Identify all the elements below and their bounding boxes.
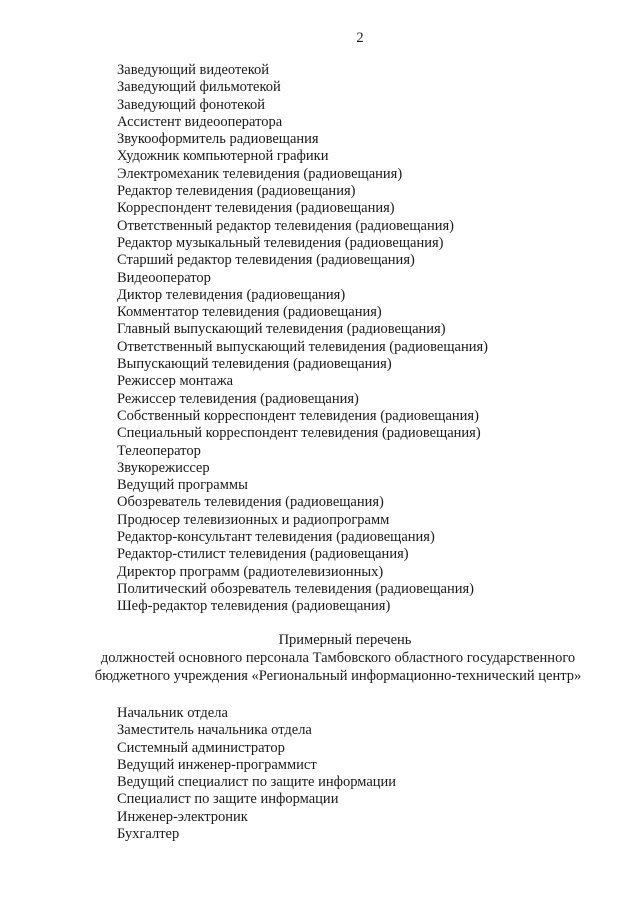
list-item: Собственный корреспондент телевидения (радиовещания) <box>117 407 479 424</box>
list-item: Электромеханик телевидения (радиовещания) <box>117 165 403 182</box>
list-item: Ведущий инженер-программист <box>117 756 317 773</box>
list-item: Диктор телевидения (радиовещания) <box>117 286 346 303</box>
list-item: Заведующий фильмотекой <box>117 79 281 96</box>
list-item: Начальник отдела <box>117 705 228 721</box>
section-heading-subtitle-line-1: должностей основного персонала Тамбовского областного государственного <box>100 650 576 666</box>
list-item: Выпускающий телевидения (радиовещания) <box>117 356 392 373</box>
section-heading-title: Примерный перечень <box>278 632 412 648</box>
list-item: Режиссер монтажа <box>117 373 234 390</box>
list-item: Бухгалтер <box>117 826 180 843</box>
section-heading-subtitle-line-2: бюджетного учреждения «Региональный информационно-технический центр» <box>94 668 582 684</box>
list-item: Заместитель начальника отдела <box>117 722 312 739</box>
positions-list-television <box>117 62 627 616</box>
list-item: Ответственный редактор телевидения (радиовещания) <box>117 217 454 234</box>
list-item: Специалист по защите информации <box>117 791 339 808</box>
list-item: Редактор музыкальный телевидения (радиовещания) <box>117 234 444 251</box>
list-item: Художник компьютерной графики <box>117 148 329 165</box>
list-item: Главный выпускающий телевидения (радиовещания) <box>117 321 446 338</box>
list-item: Корреспондент телевидения (радиовещания) <box>117 200 395 217</box>
list-item: Шеф-редактор телевидения (радиовещания) <box>117 598 391 615</box>
list-item: Обозреватель телевидения (радиовещания) <box>117 494 384 511</box>
list-item: Ответственный выпускающий телевидения (радиовещания) <box>117 338 488 355</box>
list-item: Звукорежиссер <box>117 459 210 476</box>
list-item: Специальный корреспондент телевидения (радиовещания) <box>117 425 481 442</box>
list-item: Ассистент видеооператора <box>117 113 283 130</box>
list-item: Редактор телевидения (радиовещания) <box>117 183 356 200</box>
list-item: Директор программ (радиотелевизионных) <box>117 563 384 580</box>
list-item: Старший редактор телевидения (радиовещания) <box>117 252 415 269</box>
positions-list-it-center <box>117 705 627 843</box>
list-item: Системный администратор <box>117 739 285 756</box>
list-item: Продюсер телевизионных и радиопрограмм <box>117 511 390 528</box>
list-item: Телеоператор <box>117 442 201 459</box>
list-item: Редактор-консультант телевидения (радиовещания) <box>117 529 435 546</box>
list-item: Заведующий фонотекой <box>117 96 266 113</box>
list-item: Ведущий программы <box>117 477 248 494</box>
list-item: Инженер-электроник <box>117 808 248 825</box>
list-item: Звукооформитель радиовещания <box>117 131 319 148</box>
list-item: Заведующий видеотекой <box>117 62 270 78</box>
list-item: Режиссер телевидения (радиовещания) <box>117 390 359 407</box>
list-item: Редактор-стилист телевидения (радиовещания) <box>117 546 409 563</box>
list-item: Политический обозреватель телевидения (радиовещания) <box>117 580 474 597</box>
list-item: Ведущий специалист по защите информации <box>117 774 397 791</box>
page-number: 2 <box>356 30 364 46</box>
list-item: Комментатор телевидения (радиовещания) <box>117 304 382 321</box>
list-item: Видеооператор <box>117 269 211 286</box>
